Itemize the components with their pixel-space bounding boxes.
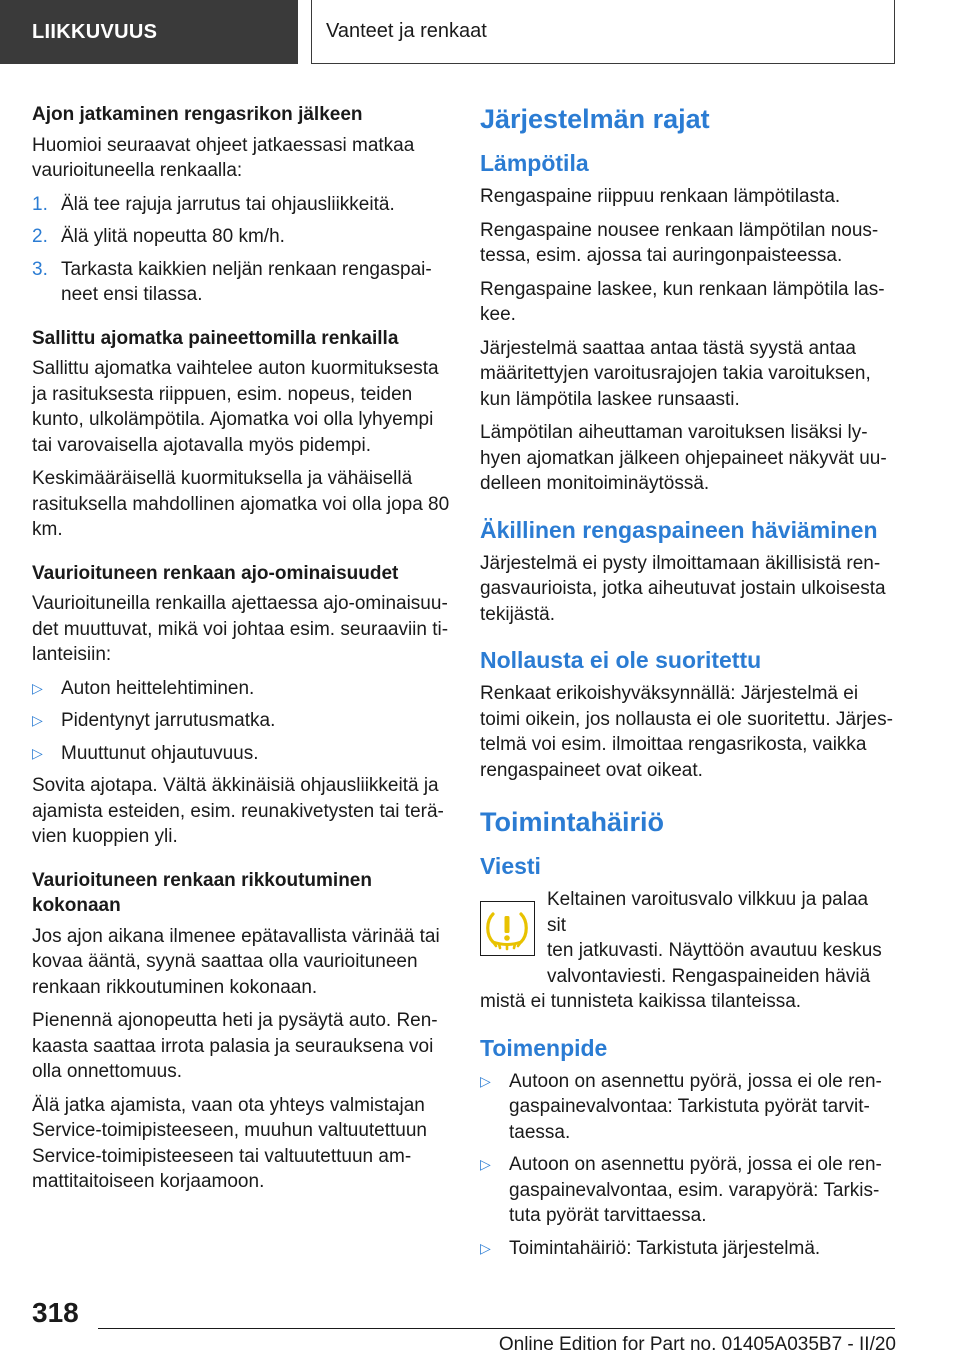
heading-system-limits: Järjestelmän rajat — [480, 104, 710, 134]
paragraph: Huomioi seuraavat ohjeet jatkaessasi matkaa vaurioituneella renkaalla: — [32, 134, 415, 181]
triangle-bullet-icon: ▷ — [32, 744, 43, 761]
chapter-tab — [311, 0, 895, 64]
list-item — [480, 1152, 895, 1229]
bullet-text: Toimintahäiriö: Tarkistuta järjestelmä. — [509, 1237, 821, 1259]
paragraph: Järjestelmä saattaa antaa tästä syystä antaa määritettyjen varoitusrajojen takia varoituksen, kun lämpötila laskee runsaasti. — [480, 337, 871, 410]
bullet-text: Pidentynyt jarrutusmatka. — [61, 710, 276, 731]
heading-temperature: Lämpötila — [480, 150, 589, 176]
effects-list — [32, 676, 450, 767]
paragraph-line: mistä ei tunnisteta kaikissa tilanteissa. — [480, 991, 802, 1012]
paragraph: Älä jatka ajamista, vaan ota yhteys valmistajan Service-toimipisteeseen, muuhun valtuutettuun Service-toimipisteeseen tai valtuutettuun ammattitaitoiseen korjaamoon. — [32, 1094, 428, 1192]
list-item — [32, 676, 450, 702]
section-tab — [0, 0, 298, 64]
triangle-bullet-icon: ▷ — [480, 1072, 491, 1089]
triangle-bullet-icon: ▷ — [32, 679, 43, 696]
step-text: Tarkasta kaikkien neljän renkaan rengaspaineet ensi tilassa. — [61, 258, 432, 305]
paragraph: Sallittu ajomatka vaihtelee auton kuormituksesta ja rasituksesta riippuen, esim. nopeus, teiden kunto, ulkolämpötila. Ajomatka voi olla lyhyempi tai varovaisella ajotavalla myös pidempi. — [32, 358, 439, 456]
chapter-title: Vanteet ja renkaat — [326, 20, 487, 42]
list-item — [32, 224, 450, 250]
actions-list — [480, 1069, 895, 1262]
list-item — [32, 257, 450, 308]
heading-continue-driving: Ajon jatkaminen rengasrikon jälkeen — [32, 104, 363, 125]
paragraph: Jos ajon aikana ilmenee epätavallista värinää tai kovaa ääntä, syynä saattaa olla vaurioituneen renkaan rikkoutuminen kokonaan. — [32, 925, 440, 998]
heading-sudden-pressure-loss: Äkillinen rengaspaineen häviäminen — [480, 516, 878, 543]
paragraph: Renkaat erikoishyväksynnällä: Järjestelmä ei toimi oikein, jos nollausta ei ole suoritettu. Järjestelmä voi esim. ilmoittaa rengasrikosta, vaikka rengaspaineet ovat oikeat. — [480, 683, 893, 781]
triangle-bullet-icon: ▷ — [480, 1156, 491, 1172]
left-column — [32, 102, 450, 1203]
heading-handling: Vaurioituneen renkaan ajo-ominaisuudet — [32, 562, 399, 584]
list-item — [32, 741, 450, 767]
heading-range: Sallittu ajomatka paineettomilla renkailla — [32, 327, 399, 349]
step-number: 1. — [32, 193, 48, 215]
step-number: 3. — [32, 258, 48, 280]
triangle-bullet-icon: ▷ — [480, 1239, 491, 1256]
paragraph: Rengaspaine riippuu renkaan lämpötilasta. — [480, 186, 841, 207]
list-item — [480, 1236, 895, 1262]
list-item — [32, 192, 450, 218]
step-number: 2. — [32, 226, 48, 247]
right-column — [480, 102, 895, 1268]
paragraph: Lämpötilan aiheuttaman varoituksen lisäksi lyhyen ajomatkan jälkeen ohjepaineet näkyvät uudelleen monitoiminäytössä. — [480, 422, 887, 494]
paragraph: Sovita ajotapa. Vältä äkkinäisiä ohjausliikkeitä ja ajamista esteiden, esim. reunakivetysten tai terävien kuoppien yli. — [32, 775, 444, 847]
heading-malfunction: Toimintahäiriö — [480, 807, 665, 837]
paragraph: Vaurioituneilla renkailla ajettaessa ajo-ominaisuudet muuttuvat, mikä voi johtaa esim. seuraaviin tilanteisiin: — [32, 593, 449, 665]
list-item — [480, 1069, 895, 1146]
paragraph: Keskimääräisellä kuormituksella ja vähäisellä rasituksella mahdollinen ajomatka voi olla jopa 80 km. — [32, 468, 450, 540]
warning-message-block — [480, 887, 895, 1015]
bullet-text: Autoon on asennettu pyörä, jossa ei ole rengaspainevalvontaa, esim. varapyörä: Tarkistuta pyörät tarvittaessa. — [509, 1154, 882, 1226]
paragraph: Pienennä ajonopeutta heti ja pysäytä auto. Renkaasta saattaa irrota palasia ja seurauksena voi olla onnettomuus. — [32, 1010, 438, 1082]
triangle-bullet-icon: ▷ — [32, 712, 43, 728]
section-title: LIIKKUVUUS — [32, 20, 158, 43]
paragraph: Rengaspaine nousee renkaan lämpötilan noustessa, esim. ajossa tai auringonpaisteessa. — [480, 219, 879, 266]
heading-tire-destruction: Vaurioituneen renkaan rikkoutuminen kokonaan — [32, 869, 372, 916]
heading-action: Toimenpide — [480, 1034, 608, 1061]
page-number: 318 — [32, 1297, 79, 1328]
step-text: Älä ylitä nopeutta 80 km/h. — [61, 226, 285, 247]
paragraph: Rengaspaine laskee, kun renkaan lämpötila laskee. — [480, 278, 885, 325]
list-item — [32, 708, 450, 734]
paragraph-line: Keltainen varoitusvalo vilkkuu ja palaa sit — [547, 889, 869, 936]
paragraph-line: valvontaviesti. Rengaspaineiden häviä — [547, 965, 871, 987]
paragraph-line: ten jatkuvasti. Näyttöön avautuu keskus — [547, 940, 882, 961]
footer-divider — [98, 1328, 895, 1329]
tire-pressure-warning-icon — [480, 901, 535, 956]
step-text: Älä tee rajuja jarrutus tai ohjausliikkeitä. — [61, 193, 395, 215]
heading-reset-not-performed: Nollausta ei ole suoritettu — [480, 647, 762, 673]
bullet-text: Muuttunut ohjautuvuus. — [61, 742, 259, 764]
edition-footer: Online Edition for Part no. 01405A035B7 - II/20 — [498, 1334, 896, 1355]
bullet-text: Autoon on asennettu pyörä, jossa ei ole rengaspainevalvontaa: Tarkistuta pyörät tarvittaessa. — [509, 1070, 882, 1143]
paragraph: Järjestelmä ei pysty ilmoittamaan äkillisistä rengasvaurioista, jotka aiheutuvat jostain ulkoisesta tekijästä. — [480, 552, 886, 625]
warning-text — [480, 887, 895, 1015]
bullet-text: Auton heittelehtiminen. — [61, 677, 255, 699]
heading-message: Viesti — [480, 853, 541, 879]
steps-list — [32, 192, 450, 308]
